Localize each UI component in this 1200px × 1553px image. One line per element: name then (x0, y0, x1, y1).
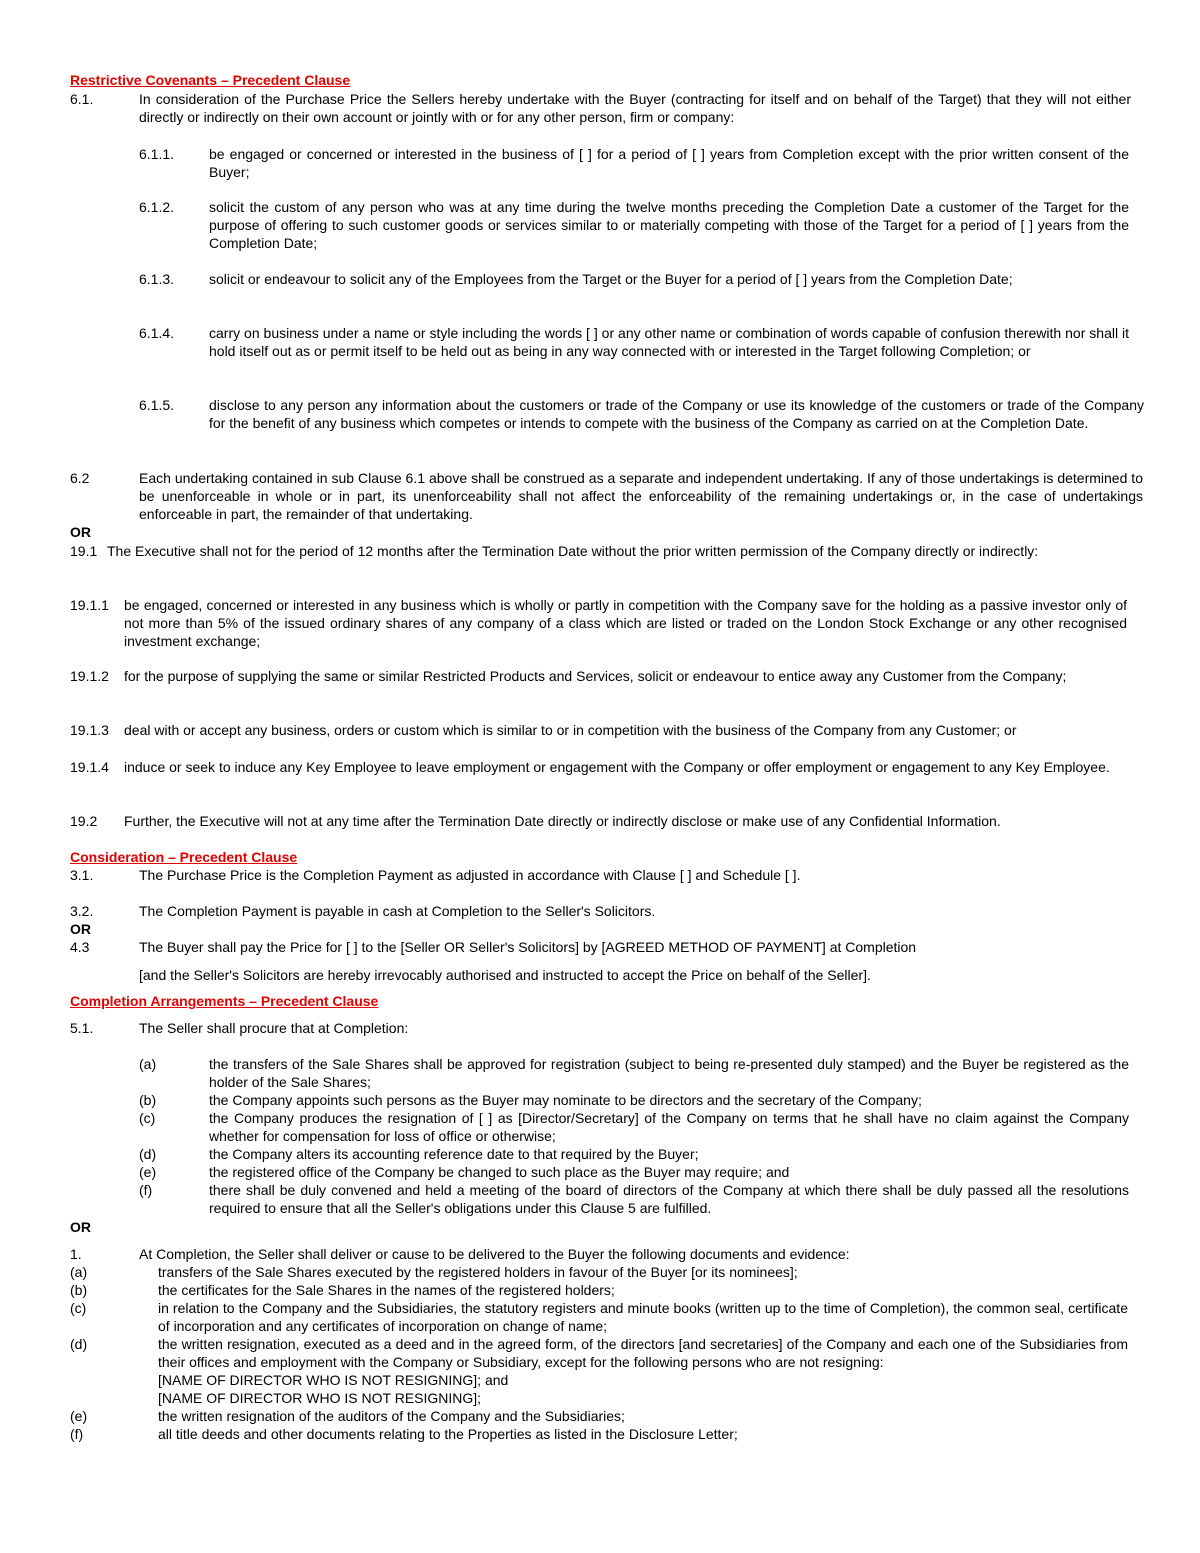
clause-6-1-2-number: 6.1.2. (139, 199, 175, 215)
restrictive-covenants-heading: Restrictive Covenants – Precedent Clause (70, 72, 351, 88)
clause-19-1-body: The Executive shall not for the period of 12 months after the Termination Date without the prior written permission of the Company directly or indirectly: (107, 543, 1039, 559)
doc-d-exception-1: [NAME OF DIRECTOR WHO IS NOT RESIGNING]; and (158, 1372, 509, 1388)
or-separator: OR (70, 1219, 91, 1235)
item-d-number: (d) (139, 1146, 157, 1162)
doc-d-exception-2: [NAME OF DIRECTOR WHO IS NOT RESIGNING]; (158, 1390, 482, 1406)
doc-a-text: transfers of the Sale Shares executed by the registered holders in favour of the Buyer [or its nominees]; (158, 1264, 798, 1280)
completion-arrangements-heading: Completion Arrangements – Precedent Clause (70, 993, 379, 1009)
clause-19-1-1-number: 19.1.1 (70, 597, 109, 613)
clause-19-1-text (107, 542, 1129, 560)
clause-6-1-3-number: 6.1.3. (139, 271, 175, 287)
doc-c-text: in relation to the Company and the Subsidiaries, the statutory registers and minute books (written up to the time of Completion), the common seal, certificate of incorporation and any certificates of incorporation on change of name; (158, 1300, 1128, 1334)
doc-c-number: (c) (70, 1300, 87, 1316)
doc-f-number: (f) (70, 1426, 84, 1442)
clause-6-1-4-number: 6.1.4. (139, 325, 175, 341)
clause-6-1-2-text: solicit the custom of any person who was at any time during the twelve months preceding the Completion Date a customer of the Target for the purpose of offering to such customer goods or services similar to or materially competing with those of the Target for a period of [ ] years from the Completion Date; (209, 199, 1129, 251)
clause-6-2-text: Each undertaking contained in sub Clause 6.1 above shall be construed as a separate and independent undertaking. If any of those undertakings is determined to be unenforceable in whole or in part, its unenforceability shall not affect the enforceability of the remaining undertakings or, in the case of undertakings enforceable in part, the remainder of that undertaking. (139, 470, 1143, 522)
item-c-number: (c) (139, 1110, 156, 1126)
clause-6-1-3-text: solicit or endeavour to solicit any of the Employees from the Target or the Buyer for a period of [ ] years from the Completion Date; (209, 271, 1013, 287)
clause-19-1-1-text: be engaged, concerned or interested in any business which is wholly or partly in competition with the Company save for the holding as a passive investor only of not more than 5% of the issued ordinary shares of any company of a class which are listed or traded on the London Stock Exchange or any other recognised investment exchange; (124, 597, 1127, 649)
item-a-number: (a) (139, 1056, 157, 1072)
doc-e-number: (e) (70, 1408, 88, 1424)
clause-6-1-5-number: 6.1.5. (139, 397, 175, 413)
item-e-text: the registered office of the Company be changed to such place as the Buyer may require; and (209, 1164, 790, 1180)
clause-4-3-number: 4.3 (70, 939, 90, 955)
clause-1-number: 1. (70, 1246, 82, 1262)
clause-19-2-text: Further, the Executive will not at any time after the Termination Date directly or indirectly disclose or make use of any Confidential Information. (124, 813, 1001, 829)
clause-6-1-5-text: disclose to any person any information about the customers or trade of the Company or use its knowledge of the customers or trade of the Company for the benefit of any business which competes or intends to compete with the business of the Company as carried on at the Completion Date. (209, 397, 1144, 431)
item-b-number: (b) (139, 1092, 157, 1108)
doc-b-text: the certificates for the Sale Shares in the names of the registered holders; (158, 1282, 615, 1298)
clause-19-1-3-number: 19.1.3 (70, 722, 109, 738)
clause-6-2-number: 6.2 (70, 470, 90, 486)
clause-6-1-text: In consideration of the Purchase Price the Sellers hereby undertake with the Buyer (contracting for itself and on behalf of the Target) that they will not either directly or indirectly on their own account or jointly with or for any other person, firm or company: (139, 91, 1131, 125)
doc-d-number: (d) (70, 1336, 88, 1352)
or-separator: OR (70, 921, 91, 937)
clause-19-1-4-text: induce or seek to induce any Key Employee to leave employment or engagement with the Company or offer employment or engagement to any Key Employee. (124, 759, 1110, 775)
item-d-text: the Company alters its accounting reference date to that required by the Buyer; (209, 1146, 699, 1162)
clause-4-3-text: The Buyer shall pay the Price for [ ] to the [Seller OR Seller's Solicitors] by [AGREED METHOD OF PAYMENT] at Completion (139, 939, 917, 955)
doc-a-number: (a) (70, 1264, 88, 1280)
clause-6-1-number: 6.1. (70, 91, 94, 107)
consideration-heading: Consideration – Precedent Clause (70, 849, 298, 865)
doc-d-text: the written resignation, executed as a deed and in the agreed form, of the directors [and secretaries] of the Company and each one of the Subsidiaries from their offices and employment with the Company or Subsidiary, except for the following persons who are not resigning: (158, 1336, 1128, 1370)
clause-19-1-4-number: 19.1.4 (70, 759, 109, 775)
clause-6-1-1-number: 6.1.1. (139, 146, 175, 162)
item-b-text: the Company appoints such persons as the Buyer may nominate to be directors and the secretary of the Company; (209, 1092, 922, 1108)
clause-5-1-text: The Seller shall procure that at Completion: (139, 1020, 409, 1036)
clause-3-2-text: The Completion Payment is payable in cash at Completion to the Seller's Solicitors. (139, 903, 656, 919)
clause-4-3-continuation: [and the Seller's Solicitors are hereby irrevocably authorised and instructed to accept the Price on behalf of the Seller]. (139, 967, 871, 983)
doc-e-text: the written resignation of the auditors of the Company and the Subsidiaries; (158, 1408, 625, 1424)
clause-6-1-1-text: be engaged or concerned or interested in the business of [ ] for a period of [ ] years from Completion except with the prior written consent of the Buyer; (209, 146, 1129, 180)
clause-3-1-text: The Purchase Price is the Completion Payment as adjusted in accordance with Clause [ ] and Schedule [ ]. (139, 867, 801, 883)
or-separator: OR (70, 524, 91, 540)
clause-19-1-2-number: 19.1.2 (70, 668, 109, 684)
item-e-number: (e) (139, 1164, 157, 1180)
item-f-number: (f) (139, 1182, 153, 1198)
clause-1-text: At Completion, the Seller shall deliver or cause to be delivered to the Buyer the following documents and evidence: (139, 1246, 850, 1262)
clause-6-1-4-text: carry on business under a name or style including the words [ ] or any other name or combination of words capable of confusion therewith nor shall it hold itself out as or permit itself to be held out as being in any way connected with or interested in the Target following Completion; or (209, 325, 1129, 359)
doc-f-text: all title deeds and other documents relating to the Properties as listed in the Disclosure Letter; (158, 1426, 738, 1442)
clause-19-1-number: 19.1 (70, 543, 98, 559)
clause-3-2-number: 3.2. (70, 903, 94, 919)
doc-b-number: (b) (70, 1282, 88, 1298)
item-c-text: the Company produces the resignation of [ ] as [Director/Secretary] of the Company on terms that he shall have no claim against the Company whether for compensation for loss of office or otherwise; (209, 1110, 1129, 1144)
item-a-text: the transfers of the Sale Shares shall be approved for registration (subject to being re-presented duly stamped) and the Buyer be registered as the holder of the Sale Shares; (209, 1056, 1129, 1090)
clause-19-1-2-text: for the purpose of supplying the same or similar Restricted Products and Services, solicit or endeavour to entice away any Customer from the Company; (124, 668, 1067, 684)
item-f-text: there shall be duly convened and held a meeting of the board of directors of the Company at which there shall be duly passed all the resolutions required to ensure that all the Seller's obligations under this Clause 5 are fulfilled. (209, 1182, 1129, 1216)
clause-3-1-number: 3.1. (70, 867, 94, 883)
clause-19-2-number: 19.2 (70, 813, 98, 829)
clause-5-1-number: 5.1. (70, 1020, 94, 1036)
clause-19-1-3-text: deal with or accept any business, orders or custom which is similar to or in competition with the business of the Company from any Customer; or (124, 722, 1017, 738)
